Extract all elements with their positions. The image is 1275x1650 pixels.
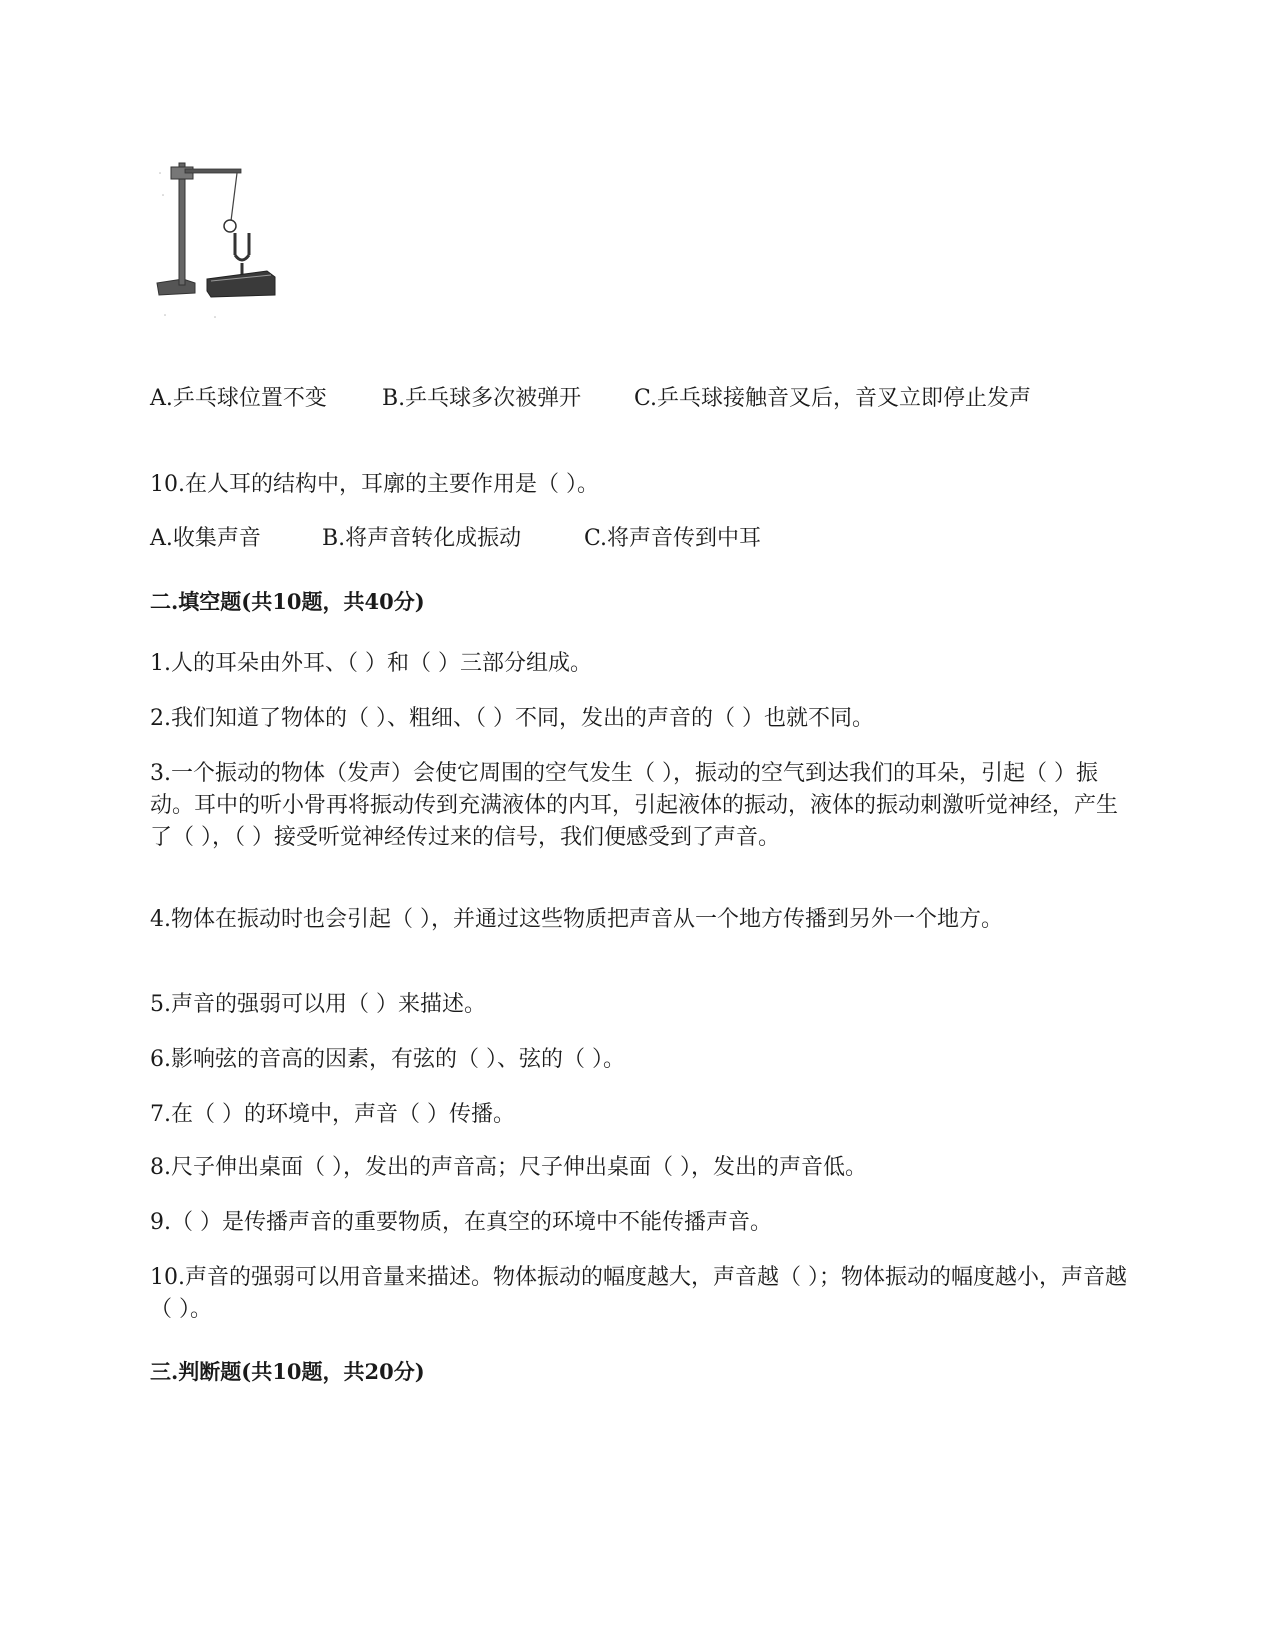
fill-blank-item-4: 4.物体在振动时也会引起（ ），并通过这些物质把声音从一个地方传播到另外一个地方。: [150, 907, 1003, 932]
q10-option-a: A.收集声音: [150, 526, 261, 551]
fill-blank-item-7: 7.在（ ）的环境中，声音（ ）传播。: [150, 1102, 515, 1127]
q10-option-c: C.将声音传到中耳: [584, 526, 762, 551]
q9-option-a: A.乒乓球位置不变: [150, 386, 327, 411]
q10-options-row: [150, 523, 761, 555]
tuning-fork-apparatus-figure: [155, 155, 295, 335]
section-2-heading: 二.填空题(共10题，共40分): [150, 589, 425, 614]
q9-options-row: [150, 383, 1031, 415]
fill-blank-item-2: 2.我们知道了物体的（ ）、粗细、（ ）不同，发出的声音的（ ）也就不同。: [150, 706, 874, 731]
q9-option-c: C.乒乓球接触音叉后，音叉立即停止发声: [634, 386, 1032, 411]
section-3-heading: 三.判断题(共10题，共20分): [150, 1359, 425, 1384]
fill-blank-item-10: 10.声音的强弱可以用音量来描述。物体振动的幅度越大，声音越（ ）；物体振动的幅度越小，声音越（ ）。: [150, 1265, 1127, 1322]
fill-blank-item-3: 3.一个振动的物体（发声）会使它周围的空气发生（ ），振动的空气到达我们的耳朵，引起（ ）振动。耳中的听小骨再将振动传到充满液体的内耳，引起液体的振动，液体的振动刺激听觉神经，产生了（ ），（ ）接受听觉神经传过来的信号，我们便感受到了声音。: [150, 761, 1119, 850]
fill-blank-item-6: 6.影响弦的音高的因素，有弦的（ ）、弦的（ ）。: [150, 1047, 625, 1072]
q10-stem: 10.在人耳的结构中，耳廓的主要作用是（ ）。: [150, 472, 599, 497]
q10-option-b: B.将声音转化成振动: [322, 526, 522, 551]
fill-blank-item-9: 9.（ ）是传播声音的重要物质，在真空的环境中不能传播声音。: [150, 1210, 772, 1235]
fill-blank-item-5: 5.声音的强弱可以用（ ）来描述。: [150, 992, 486, 1017]
fill-blank-item-1: 1.人的耳朵由外耳、（ ）和（ ）三部分组成。: [150, 651, 592, 676]
q9-option-b: B.乒乓球多次被弹开: [382, 386, 582, 411]
fill-blank-item-8: 8.尺子伸出桌面（ ），发出的声音高；尺子伸出桌面（ ），发出的声音低。: [150, 1155, 867, 1180]
